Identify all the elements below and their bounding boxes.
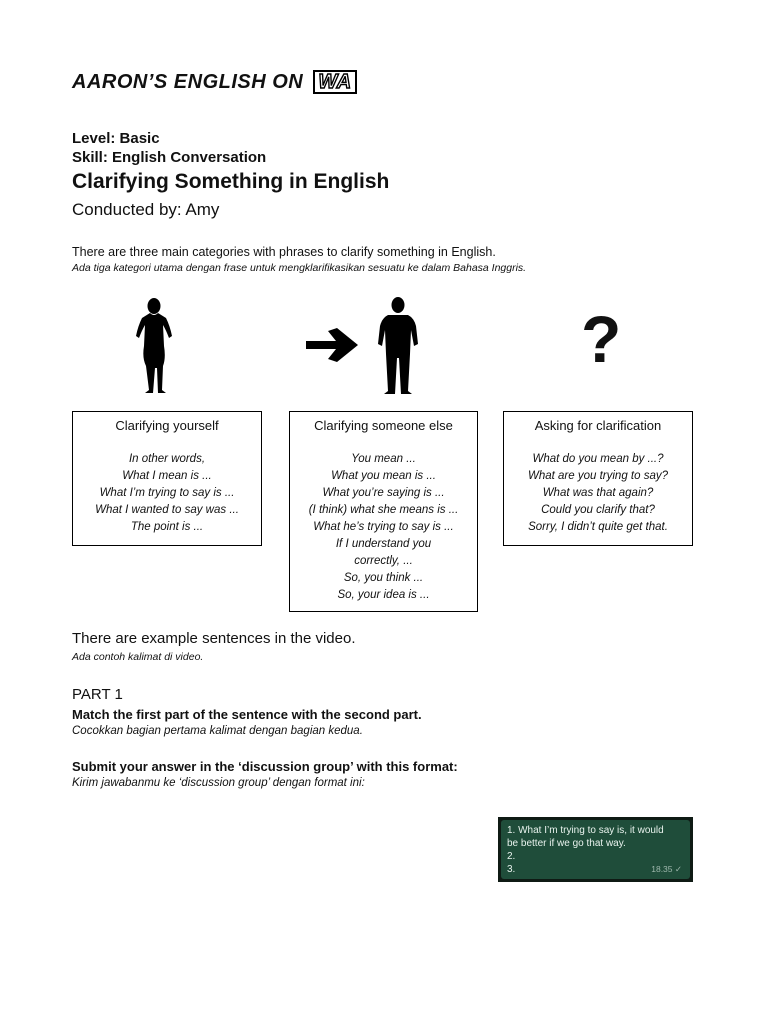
chat-timestamp: 18.35 ✓: [651, 864, 682, 874]
phrase-item: The point is ...: [130, 521, 204, 533]
card-heading: Asking for clarification: [534, 418, 662, 433]
phrase-item: In other words,: [128, 453, 206, 465]
phrase-item: What I’m trying to say is ...: [99, 487, 235, 499]
intro-indonesian: Ada tiga kategori utama dengan frase untuk mengklarifikasikan sesuatu ke dalam Bahasa Inggris.: [72, 262, 527, 274]
chat-line: be better if we go that way.: [507, 838, 626, 849]
skill-label: Skill: English Conversation: [72, 149, 267, 166]
part-label: PART 1: [72, 686, 123, 703]
phrase-item: What I wanted to say was ...: [95, 504, 239, 516]
phrase-item: What he’s trying to say is ...: [313, 521, 454, 533]
man-figure-icon: [374, 296, 422, 396]
phrase-item: If I understand you: [335, 538, 432, 550]
page-title: Clarifying Something in English: [72, 170, 390, 193]
phrase-item: You mean ...: [351, 453, 416, 465]
phrase-list: [504, 451, 692, 536]
chat-line: 1. What I’m trying to say is, it would: [507, 825, 664, 836]
phrase-item: Sorry, I didn’t quite get that.: [528, 521, 668, 533]
brand-title: [72, 70, 357, 94]
card-clarifying-someone-else: [289, 411, 478, 612]
level-label: Level: Basic: [72, 130, 160, 147]
intro-english: There are three main categories with phrases to clarify something in English.: [72, 245, 496, 259]
phrase-list: [290, 451, 477, 604]
phrase-item: What you’re saying is ...: [322, 487, 445, 499]
conducted-by: Conducted by: Amy: [72, 200, 220, 219]
phrase-list: [73, 451, 261, 536]
examples-indonesian: Ada contoh kalimat di video.: [72, 651, 204, 663]
card-heading: Clarifying someone else: [314, 418, 453, 433]
submit-instruction: Submit your answer in the ‘discussion group’ with this format:: [72, 759, 458, 774]
phrase-item: So, you think ...: [343, 572, 424, 584]
brand-wa-box: WA: [313, 70, 356, 94]
phrase-item: What I mean is ...: [122, 470, 212, 482]
chat-bubble: [501, 820, 690, 879]
phrase-item: So, your idea is ...: [337, 589, 430, 601]
card-heading: Clarifying yourself: [115, 418, 219, 433]
card-asking-for-clarification: [503, 411, 693, 546]
question-mark-icon: ?: [581, 302, 622, 376]
phrase-item: correctly, ...: [354, 555, 413, 567]
examples-english: There are example sentences in the video.: [72, 630, 356, 647]
phrase-item: What was that again?: [542, 487, 654, 499]
phrase-item: (I think) what she means is ...: [308, 504, 459, 516]
part-instruction-indonesian: Cocokkan bagian pertama kalimat dengan bagian kedua.: [72, 725, 363, 737]
brand-text: AARON’S ENGLISH ON: [72, 71, 304, 93]
part-instruction: Match the first part of the sentence with the second part.: [72, 707, 422, 722]
arrow-right-icon: [304, 326, 360, 364]
chat-bubble-example: [498, 817, 693, 882]
card-clarifying-yourself: [72, 411, 262, 546]
woman-figure-icon: [130, 296, 178, 396]
phrase-item: What do you mean by ...?: [532, 453, 664, 465]
submit-instruction-indonesian: Kirim jawabanmu ke ‘discussion group’ dengan format ini:: [72, 777, 365, 789]
chat-line: 2.: [507, 851, 516, 862]
phrase-item: What are you trying to say?: [528, 470, 668, 482]
phrase-item: Could you clarify that?: [541, 504, 655, 516]
phrase-item: What you mean is ...: [331, 470, 436, 482]
chat-line: 3.: [507, 864, 516, 875]
